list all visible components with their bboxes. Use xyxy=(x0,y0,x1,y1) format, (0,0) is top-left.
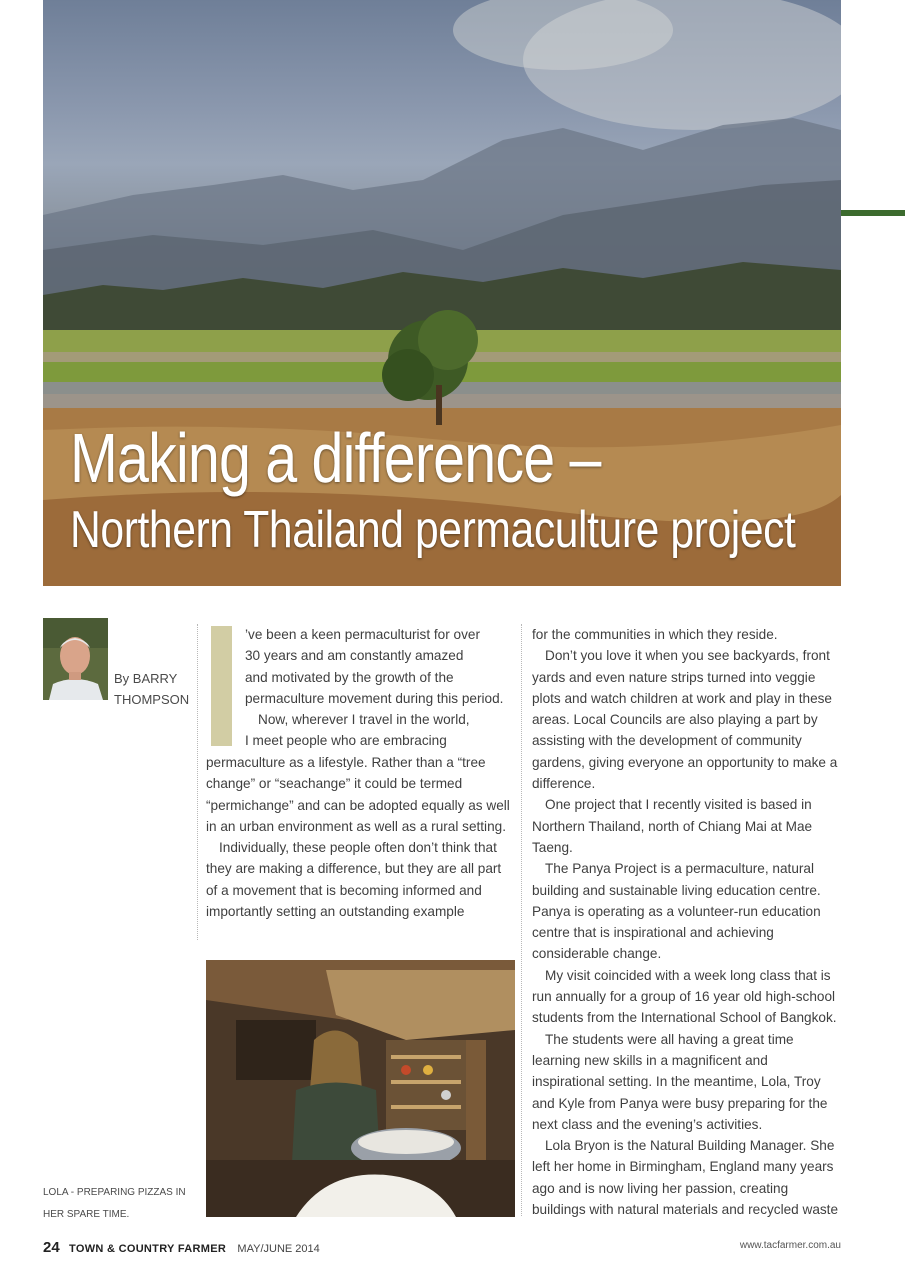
column-divider-left xyxy=(197,624,198,940)
byline xyxy=(114,668,189,710)
article-subtitle: Northern Thailand permaculture project xyxy=(70,501,796,559)
paragraph: for the communities in which they reside. xyxy=(532,627,778,642)
paragraph: The students were all having a great time learning new skills in a magnificent and inspirational setting. In the meantime, Lola, Troy and Kyle from Panya were busy preparing for the next class and the evening’s activities. xyxy=(532,1031,828,1132)
paragraph: Don’t you love it when you see backyards, front yards and even nature strips turned into veggie plots and watch children at work and play in these areas. Local Councils are also playing a part by assisting with the development of community gardens, giving everyone an opportunity to make a difference. xyxy=(532,648,838,792)
paragraph: permaculture as a lifestyle. Rather than a “tree change” or “seachange” it could be termed “permichange” and can be adopted equally as well in an urban environment as well as a rural setting. xyxy=(206,755,510,834)
article-title xyxy=(70,418,795,562)
text-line: I meet people who are embracing xyxy=(245,733,447,749)
drop-cap-i xyxy=(211,626,232,746)
text-line: 30 years and am constantly amazed xyxy=(245,648,464,664)
paragraph: One project that I recently visited is based in Northern Thailand, north of Chiang Mai at Mae Taeng. xyxy=(532,797,813,855)
column-1-body xyxy=(206,752,516,922)
author-photo xyxy=(43,618,108,700)
section-accent-bar xyxy=(841,210,905,216)
photo-lola-preparing-pizzas xyxy=(206,960,515,1217)
paragraph: The Panya Project is a permaculture, natural building and sustainable living education centre. Panya is operating as a volunteer-run education centre that is inspirational and achieving considerable change. xyxy=(532,861,821,962)
photo-caption xyxy=(43,1182,186,1226)
page-footer xyxy=(43,1238,320,1259)
issue-date: MAY/JUNE 2014 xyxy=(237,1243,320,1255)
column-divider-right xyxy=(521,624,522,1216)
column-2-body xyxy=(532,624,842,1220)
page-number: 24 xyxy=(43,1239,60,1256)
article-title-line1: Making a difference – xyxy=(70,419,601,497)
magazine-name: TOWN & COUNTRY FARMER xyxy=(69,1243,227,1255)
text-line: and motivated by the growth of the xyxy=(245,669,454,685)
caption-line: LOLA - PREPARING PIZZAS IN xyxy=(43,1187,186,1198)
byline-prefix: By BARRY xyxy=(114,671,178,686)
text-line: ’ve been a keen permaculturist for over xyxy=(245,627,480,642)
website-url: www.tacfarmer.com.au xyxy=(739,1240,841,1251)
paragraph: Lola Bryon is the Natural Building Manager. She left her home in Birmingham, England many years ago and is now living her passion, creating buildings with natural materials and recycled waste xyxy=(532,1138,839,1218)
caption-line: HER SPARE TIME. xyxy=(43,1209,130,1220)
paragraph: Individually, these people often don’t think that they are making a difference, but they are all part of a movement that is becoming informed and importantly setting an outstanding example xyxy=(206,840,502,920)
dropcap-lines xyxy=(245,624,515,752)
paragraph: My visit coincided with a week long class that is run annually for a group of 16 year old high-school students from the International School of Bangkok. xyxy=(532,967,837,1026)
text-line: Now, wherever I travel in the world, xyxy=(258,712,470,728)
byline-author: THOMPSON xyxy=(114,692,190,707)
text-line: permaculture movement during this period. xyxy=(245,690,504,706)
